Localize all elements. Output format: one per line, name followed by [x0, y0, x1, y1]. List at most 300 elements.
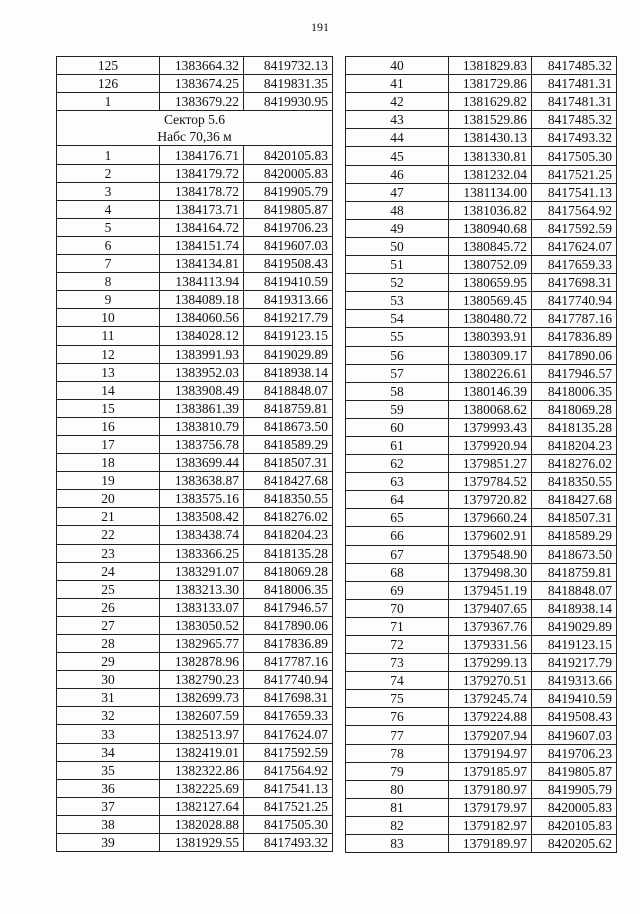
coord-y: 8418350.55: [532, 473, 617, 491]
coord-y: 8418427.68: [532, 491, 617, 509]
table-row: [57, 761, 333, 779]
coord-x: 1384151.74: [160, 236, 244, 254]
table-row: [346, 762, 617, 780]
table-row: [346, 436, 617, 454]
table-row: [57, 598, 333, 616]
coord-y: 8419905.79: [532, 780, 617, 798]
point-number: 67: [346, 545, 449, 563]
coord-y: 8417541.13: [532, 183, 617, 201]
table-row: [346, 581, 617, 599]
coord-y: 8418938.14: [244, 363, 333, 381]
point-number: 37: [57, 797, 160, 815]
table-row: [346, 400, 617, 418]
coord-y: 8418759.81: [244, 399, 333, 417]
coord-y: 8418507.31: [244, 454, 333, 472]
coord-y: 8417787.16: [532, 310, 617, 328]
coord-x: 1381629.82: [449, 93, 532, 111]
table-row: [57, 580, 333, 598]
table-row: [346, 201, 617, 219]
coord-y: 8418204.23: [244, 526, 333, 544]
table-row: [57, 725, 333, 743]
coord-y: 8417505.30: [244, 815, 333, 833]
coord-x: 1379407.65: [449, 599, 532, 617]
point-number: 2: [57, 164, 160, 182]
point-number: 1: [57, 146, 160, 164]
coord-y: 8417740.94: [244, 671, 333, 689]
table-row: [57, 327, 333, 345]
point-number: 28: [57, 635, 160, 653]
table-row: [346, 346, 617, 364]
coord-x: 1379179.97: [449, 798, 532, 816]
table-row: [57, 779, 333, 797]
coord-y: 8417836.89: [244, 635, 333, 653]
table-row: [346, 835, 617, 853]
coord-y: 8419313.66: [532, 672, 617, 690]
table-row: [57, 417, 333, 435]
table-row: [57, 526, 333, 544]
point-number: 32: [57, 707, 160, 725]
coord-y: 8417946.57: [244, 598, 333, 616]
table-row: [346, 545, 617, 563]
point-number: 61: [346, 436, 449, 454]
table-row: [346, 274, 617, 292]
coord-x: 1379189.97: [449, 835, 532, 853]
point-number: 12: [57, 345, 160, 363]
point-number: 21: [57, 508, 160, 526]
coord-y: 8420005.83: [244, 164, 333, 182]
table-row: [57, 236, 333, 254]
point-number: 78: [346, 744, 449, 762]
point-number: 75: [346, 690, 449, 708]
point-number: 54: [346, 310, 449, 328]
coord-y: 8419905.79: [244, 182, 333, 200]
table-row: [346, 183, 617, 201]
table-row: [57, 544, 333, 562]
coord-y: 8417698.31: [244, 689, 333, 707]
point-number: 14: [57, 381, 160, 399]
table-row: [346, 237, 617, 255]
table-row: [57, 671, 333, 689]
point-number: 39: [57, 834, 160, 852]
table-row: [346, 219, 617, 237]
coord-x: 1383952.03: [160, 363, 244, 381]
coord-x: 1383908.49: [160, 381, 244, 399]
coord-y: 8418848.07: [532, 581, 617, 599]
coord-x: 1379224.88: [449, 708, 532, 726]
coord-x: 1384164.72: [160, 218, 244, 236]
point-number: 71: [346, 617, 449, 635]
coord-x: 1381330.81: [449, 147, 532, 165]
coord-x: 1382419.01: [160, 743, 244, 761]
coord-x: 1380068.62: [449, 400, 532, 418]
coord-x: 1381829.83: [449, 57, 532, 75]
point-number: 34: [57, 743, 160, 761]
point-number: 24: [57, 562, 160, 580]
point-number: 52: [346, 274, 449, 292]
coord-y: 8417624.07: [532, 237, 617, 255]
coord-x: 1382965.77: [160, 635, 244, 653]
table-row: [57, 309, 333, 327]
point-number: 35: [57, 761, 160, 779]
coord-x: 1379299.13: [449, 654, 532, 672]
table-row: [346, 726, 617, 744]
sector-title: Сектор 5.6: [57, 111, 333, 129]
point-number: 15: [57, 399, 160, 417]
point-number: 51: [346, 256, 449, 274]
coord-x: 1383133.07: [160, 598, 244, 616]
coord-x: 1383638.87: [160, 472, 244, 490]
table-row: [57, 508, 333, 526]
coord-y: 8418848.07: [244, 381, 333, 399]
coord-x: 1380569.45: [449, 292, 532, 310]
coord-y: 8418589.29: [532, 527, 617, 545]
coord-x: 1380752.09: [449, 256, 532, 274]
coord-y: 8420205.62: [532, 835, 617, 853]
coord-y: 8420105.83: [532, 816, 617, 834]
left-coordinates-table: [56, 56, 333, 852]
coord-y: 8417485.32: [532, 111, 617, 129]
table-row: [346, 798, 617, 816]
coord-y: 8419706.23: [244, 218, 333, 236]
coord-y: 8418673.50: [244, 417, 333, 435]
coord-y: 8418135.28: [532, 418, 617, 436]
table-row: [57, 743, 333, 761]
point-number: 10: [57, 309, 160, 327]
coord-x: 1383664.32: [160, 57, 244, 75]
point-number: 3: [57, 182, 160, 200]
point-number: 23: [57, 544, 160, 562]
coord-y: 8418006.35: [244, 580, 333, 598]
table-row: [57, 435, 333, 453]
coord-x: 1379451.19: [449, 581, 532, 599]
point-number: 125: [57, 57, 160, 75]
table-row: [57, 490, 333, 508]
point-number: 19: [57, 472, 160, 490]
coord-y: 8417481.31: [532, 75, 617, 93]
table-row: [57, 291, 333, 309]
coord-y: 8419732.13: [244, 57, 333, 75]
point-number: 4: [57, 200, 160, 218]
coord-x: 1384134.81: [160, 255, 244, 273]
coord-x: 1379194.97: [449, 744, 532, 762]
coord-y: 8417481.31: [532, 93, 617, 111]
coord-x: 1384173.71: [160, 200, 244, 218]
coord-y: 8417564.92: [244, 761, 333, 779]
coord-x: 1379498.30: [449, 563, 532, 581]
table-row: [346, 75, 617, 93]
point-number: 1: [57, 93, 160, 111]
page-number: 191: [311, 20, 329, 34]
coord-x: 1379270.51: [449, 672, 532, 690]
coord-x: 1383861.39: [160, 399, 244, 417]
point-number: 29: [57, 653, 160, 671]
coord-y: 8419217.79: [244, 309, 333, 327]
point-number: 72: [346, 636, 449, 654]
table-row: [346, 708, 617, 726]
coord-y: 8419930.95: [244, 93, 333, 111]
point-number: 8: [57, 273, 160, 291]
coord-y: 8417659.33: [244, 707, 333, 725]
coord-x: 1380226.61: [449, 364, 532, 382]
table-row: [346, 310, 617, 328]
coord-x: 1383438.74: [160, 526, 244, 544]
point-number: 62: [346, 455, 449, 473]
point-number: 36: [57, 779, 160, 797]
point-number: 53: [346, 292, 449, 310]
table-row: [346, 292, 617, 310]
point-number: 5: [57, 218, 160, 236]
coord-x: 1379182.97: [449, 816, 532, 834]
table-row: [57, 345, 333, 363]
coord-x: 1379720.82: [449, 491, 532, 509]
coord-y: 8419805.87: [244, 200, 333, 218]
table-row: [346, 328, 617, 346]
table-row: [57, 218, 333, 236]
point-number: 22: [57, 526, 160, 544]
coord-x: 1382790.23: [160, 671, 244, 689]
coord-x: 1379245.74: [449, 690, 532, 708]
coord-y: 8419508.43: [532, 708, 617, 726]
point-number: 20: [57, 490, 160, 508]
coord-x: 1382127.64: [160, 797, 244, 815]
coord-x: 1384089.18: [160, 291, 244, 309]
point-number: 26: [57, 598, 160, 616]
coord-x: 1379331.56: [449, 636, 532, 654]
coord-x: 1383756.78: [160, 435, 244, 453]
coord-y: 8419607.03: [244, 236, 333, 254]
table-row: [57, 797, 333, 815]
coord-x: 1380659.95: [449, 274, 532, 292]
point-number: 44: [346, 129, 449, 147]
coord-x: 1382225.69: [160, 779, 244, 797]
coord-x: 1384176.71: [160, 146, 244, 164]
point-number: 38: [57, 815, 160, 833]
coord-y: 8417836.89: [532, 328, 617, 346]
point-number: 56: [346, 346, 449, 364]
coord-y: 8418938.14: [532, 599, 617, 617]
table-row: [346, 690, 617, 708]
coord-x: 1380393.91: [449, 328, 532, 346]
coord-y: 8417564.92: [532, 201, 617, 219]
point-number: 81: [346, 798, 449, 816]
right-coordinates-table: [345, 56, 617, 853]
coord-x: 1383810.79: [160, 417, 244, 435]
table-row: [57, 146, 333, 164]
coord-y: 8419508.43: [244, 255, 333, 273]
point-number: 65: [346, 509, 449, 527]
coord-x: 1379367.76: [449, 617, 532, 635]
point-number: 126: [57, 75, 160, 93]
table-row: [346, 563, 617, 581]
point-number: 33: [57, 725, 160, 743]
table-row: [346, 418, 617, 436]
coord-y: 8418759.81: [532, 563, 617, 581]
coord-y: 8419123.15: [532, 636, 617, 654]
table-row: [346, 636, 617, 654]
coord-y: 8418069.28: [244, 562, 333, 580]
table-row: [346, 654, 617, 672]
coord-y: 8417521.25: [532, 165, 617, 183]
coord-x: 1379602.91: [449, 527, 532, 545]
point-number: 83: [346, 835, 449, 853]
coord-y: 8418427.68: [244, 472, 333, 490]
coord-x: 1382607.59: [160, 707, 244, 725]
table-row: [57, 164, 333, 182]
point-number: 45: [346, 147, 449, 165]
coord-y: 8419029.89: [244, 345, 333, 363]
table-row: [57, 616, 333, 634]
point-number: 41: [346, 75, 449, 93]
point-number: 70: [346, 599, 449, 617]
point-number: 16: [57, 417, 160, 435]
coord-y: 8419607.03: [532, 726, 617, 744]
coord-y: 8417890.06: [244, 616, 333, 634]
sector-abs-row: [57, 128, 333, 146]
coord-x: 1384178.72: [160, 182, 244, 200]
coord-y: 8417485.32: [532, 57, 617, 75]
coord-x: 1382322.86: [160, 761, 244, 779]
point-number: 31: [57, 689, 160, 707]
coord-y: 8418350.55: [244, 490, 333, 508]
coord-y: 8419410.59: [244, 273, 333, 291]
coord-y: 8417592.59: [244, 743, 333, 761]
coord-y: 8418507.31: [532, 509, 617, 527]
point-number: 73: [346, 654, 449, 672]
table-row: [346, 491, 617, 509]
coord-x: 1380940.68: [449, 219, 532, 237]
point-number: 18: [57, 454, 160, 472]
coord-y: 8419029.89: [532, 617, 617, 635]
coord-x: 1383366.25: [160, 544, 244, 562]
point-number: 25: [57, 580, 160, 598]
table-row: [346, 744, 617, 762]
point-number: 76: [346, 708, 449, 726]
coord-x: 1381036.82: [449, 201, 532, 219]
point-number: 42: [346, 93, 449, 111]
coord-y: 8418276.02: [244, 508, 333, 526]
coord-y: 8417493.32: [244, 834, 333, 852]
coord-x: 1384028.12: [160, 327, 244, 345]
point-number: 77: [346, 726, 449, 744]
point-number: 68: [346, 563, 449, 581]
table-row: [346, 780, 617, 798]
coord-y: 8418673.50: [532, 545, 617, 563]
point-number: 43: [346, 111, 449, 129]
table-row: [57, 454, 333, 472]
point-number: 55: [346, 328, 449, 346]
coord-y: 8418135.28: [244, 544, 333, 562]
point-number: 79: [346, 762, 449, 780]
coord-y: 8417890.06: [532, 346, 617, 364]
table-row: [346, 527, 617, 545]
point-number: 6: [57, 236, 160, 254]
table-row: [346, 473, 617, 491]
coord-y: 8420105.83: [244, 146, 333, 164]
coord-x: 1383674.25: [160, 75, 244, 93]
coord-x: 1383291.07: [160, 562, 244, 580]
table-row: [57, 75, 333, 93]
point-number: 40: [346, 57, 449, 75]
coord-x: 1381929.55: [160, 834, 244, 852]
coord-x: 1384060.56: [160, 309, 244, 327]
coord-x: 1379993.43: [449, 418, 532, 436]
point-number: 59: [346, 400, 449, 418]
coord-x: 1379851.27: [449, 455, 532, 473]
table-row: [346, 111, 617, 129]
coord-x: 1380146.39: [449, 382, 532, 400]
coord-y: 8417505.30: [532, 147, 617, 165]
point-number: 57: [346, 364, 449, 382]
coord-x: 1381729.86: [449, 75, 532, 93]
point-number: 46: [346, 165, 449, 183]
point-number: 17: [57, 435, 160, 453]
table-row: [57, 93, 333, 111]
sector-title-row: [57, 111, 333, 129]
coord-y: 8419706.23: [532, 744, 617, 762]
coord-y: 8419831.35: [244, 75, 333, 93]
point-number: 49: [346, 219, 449, 237]
coord-y: 8417521.25: [244, 797, 333, 815]
coord-x: 1384179.72: [160, 164, 244, 182]
coord-y: 8417493.32: [532, 129, 617, 147]
coord-y: 8418276.02: [532, 455, 617, 473]
coord-x: 1383508.42: [160, 508, 244, 526]
table-row: [57, 182, 333, 200]
coord-x: 1381232.04: [449, 165, 532, 183]
point-number: 82: [346, 816, 449, 834]
table-row: [57, 562, 333, 580]
coord-y: 8417624.07: [244, 725, 333, 743]
table-row: [57, 815, 333, 833]
coord-y: 8418006.35: [532, 382, 617, 400]
coord-y: 8420005.83: [532, 798, 617, 816]
coord-x: 1382699.73: [160, 689, 244, 707]
coord-x: 1379784.52: [449, 473, 532, 491]
point-number: 7: [57, 255, 160, 273]
coord-y: 8417592.59: [532, 219, 617, 237]
table-row: [346, 165, 617, 183]
coord-y: 8419313.66: [244, 291, 333, 309]
point-number: 58: [346, 382, 449, 400]
coord-x: 1379920.94: [449, 436, 532, 454]
coord-y: 8419217.79: [532, 654, 617, 672]
table-row: [346, 599, 617, 617]
table-row: [346, 672, 617, 690]
point-number: 9: [57, 291, 160, 309]
coord-x: 1382513.97: [160, 725, 244, 743]
point-number: 27: [57, 616, 160, 634]
coord-x: 1383050.52: [160, 616, 244, 634]
coord-x: 1380480.72: [449, 310, 532, 328]
coord-x: 1381134.00: [449, 183, 532, 201]
coord-x: 1384113.94: [160, 273, 244, 291]
coord-x: 1382028.88: [160, 815, 244, 833]
point-number: 11: [57, 327, 160, 345]
point-number: 48: [346, 201, 449, 219]
coord-y: 8418589.29: [244, 435, 333, 453]
coord-x: 1383575.16: [160, 490, 244, 508]
coord-x: 1383699.44: [160, 454, 244, 472]
table-row: [346, 382, 617, 400]
coord-y: 8419805.87: [532, 762, 617, 780]
coord-y: 8417698.31: [532, 274, 617, 292]
coord-y: 8417740.94: [532, 292, 617, 310]
point-number: 80: [346, 780, 449, 798]
table-row: [346, 617, 617, 635]
coord-y: 8418204.23: [532, 436, 617, 454]
table-row: [57, 57, 333, 75]
table-row: [346, 147, 617, 165]
